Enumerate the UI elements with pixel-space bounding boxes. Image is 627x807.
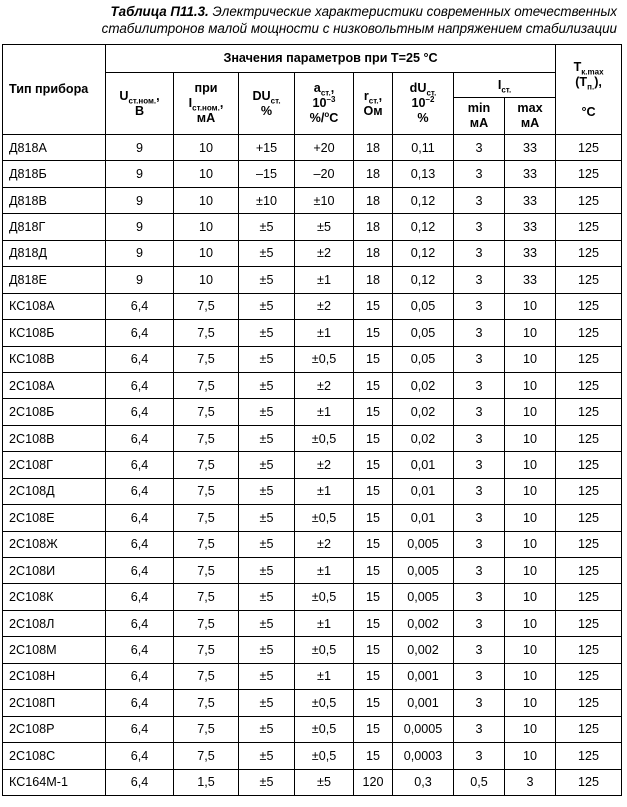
cell-a: ±5: [295, 214, 354, 240]
cell-u: 6,4: [106, 610, 174, 636]
cell-u: 6,4: [106, 663, 174, 689]
cell-i: 7,5: [174, 531, 239, 557]
cell-tk: 125: [556, 637, 622, 663]
header-du-st: $dU_{ст.}$ $10^{-2}$ %: [393, 73, 454, 135]
cell-name: 2С108Б: [3, 399, 106, 425]
cell-a: ±0,5: [295, 743, 354, 769]
cell-r: 15: [354, 505, 393, 531]
cell-du: ±5: [239, 267, 295, 293]
cell-a: ±1: [295, 663, 354, 689]
cell-du: ±5: [239, 293, 295, 319]
table-row: [3, 478, 622, 504]
cell-a: ±5: [295, 769, 354, 795]
cell-tk: 125: [556, 214, 622, 240]
cell-dust: 0,01: [393, 452, 454, 478]
table-row: [3, 320, 622, 346]
cell-u: 6,4: [106, 505, 174, 531]
cell-name: 2С108С: [3, 743, 106, 769]
cell-name: КС108В: [3, 346, 106, 372]
cell-dust: 0,0003: [393, 743, 454, 769]
cell-i: 7,5: [174, 690, 239, 716]
cell-i: 7,5: [174, 399, 239, 425]
cell-tk: 125: [556, 531, 622, 557]
header-r-st: $r_{ст.}$, Ом: [354, 73, 393, 135]
cell-u: 9: [106, 214, 174, 240]
cell-min: 3: [454, 293, 505, 319]
cell-tk: 125: [556, 769, 622, 795]
cell-i: 7,5: [174, 716, 239, 742]
cell-max: 10: [505, 320, 556, 346]
cell-r: 15: [354, 716, 393, 742]
cell-du: ±5: [239, 452, 295, 478]
cell-name: 2С108Е: [3, 505, 106, 531]
cell-tk: 125: [556, 505, 622, 531]
cell-max: 10: [505, 584, 556, 610]
cell-u: 6,4: [106, 637, 174, 663]
cell-max: 33: [505, 240, 556, 266]
table-row: [3, 425, 622, 451]
cell-max: 33: [505, 161, 556, 187]
cell-a: ±0,5: [295, 346, 354, 372]
header-i-stnom: при $I_{ст.ном.}$, мА: [174, 73, 239, 135]
cell-i: 7,5: [174, 663, 239, 689]
cell-du: ±5: [239, 584, 295, 610]
cell-tk: 125: [556, 610, 622, 636]
cell-i: 7,5: [174, 320, 239, 346]
cell-u: 9: [106, 240, 174, 266]
cell-tk: 125: [556, 320, 622, 346]
cell-min: 3: [454, 505, 505, 531]
table-row: [3, 584, 622, 610]
cell-r: 120: [354, 769, 393, 795]
header-u-stnom: $U_{ст.ном.}$, В: [106, 73, 174, 135]
cell-u: 9: [106, 267, 174, 293]
cell-a: ±0,5: [295, 505, 354, 531]
cell-du: +15: [239, 135, 295, 161]
cell-min: 3: [454, 478, 505, 504]
cell-min: 3: [454, 716, 505, 742]
cell-max: 10: [505, 425, 556, 451]
cell-u: 6,4: [106, 425, 174, 451]
cell-r: 15: [354, 690, 393, 716]
cell-dust: 0,001: [393, 663, 454, 689]
table-row: [3, 293, 622, 319]
cell-du: ±5: [239, 214, 295, 240]
cell-name: КС108А: [3, 293, 106, 319]
cell-name: 2С108А: [3, 372, 106, 398]
cell-du: ±5: [239, 320, 295, 346]
cell-du: ±5: [239, 531, 295, 557]
cell-dust: 0,0005: [393, 716, 454, 742]
cell-i: 7,5: [174, 346, 239, 372]
cell-u: 6,4: [106, 531, 174, 557]
zener-diode-table: [2, 44, 622, 796]
cell-du: ±5: [239, 240, 295, 266]
cell-du: ±5: [239, 372, 295, 398]
cell-du: ±5: [239, 610, 295, 636]
table-row: [3, 267, 622, 293]
cell-max: 10: [505, 452, 556, 478]
cell-r: 15: [354, 372, 393, 398]
cell-i: 7,5: [174, 743, 239, 769]
cell-i: 10: [174, 161, 239, 187]
cell-a: ±1: [295, 610, 354, 636]
cell-u: 9: [106, 161, 174, 187]
cell-i: 10: [174, 214, 239, 240]
cell-i: 7,5: [174, 425, 239, 451]
cell-name: Д818Д: [3, 240, 106, 266]
table-row: [3, 769, 622, 795]
table-row: [3, 637, 622, 663]
cell-du: ±5: [239, 690, 295, 716]
cell-max: 33: [505, 267, 556, 293]
cell-dust: 0,02: [393, 399, 454, 425]
cell-i: 7,5: [174, 505, 239, 531]
caption-label: Таблица П11.3.: [110, 4, 209, 19]
cell-i: 10: [174, 240, 239, 266]
cell-a: ±1: [295, 320, 354, 346]
cell-max: 10: [505, 663, 556, 689]
cell-u: 6,4: [106, 399, 174, 425]
cell-r: 18: [354, 267, 393, 293]
cell-min: 3: [454, 637, 505, 663]
cell-r: 18: [354, 240, 393, 266]
cell-a: ±0,5: [295, 425, 354, 451]
cell-dust: 0,01: [393, 505, 454, 531]
table-row: [3, 531, 622, 557]
cell-min: 3: [454, 346, 505, 372]
cell-min: 3: [454, 584, 505, 610]
cell-du: ±5: [239, 716, 295, 742]
cell-tk: 125: [556, 690, 622, 716]
cell-r: 18: [354, 214, 393, 240]
table-row: [3, 743, 622, 769]
cell-tk: 125: [556, 187, 622, 213]
cell-r: 15: [354, 399, 393, 425]
cell-a: ±1: [295, 399, 354, 425]
cell-i: 7,5: [174, 637, 239, 663]
cell-max: 10: [505, 478, 556, 504]
cell-min: 3: [454, 399, 505, 425]
table-row: [3, 346, 622, 372]
cell-du: ±5: [239, 425, 295, 451]
cell-a: ±0,5: [295, 690, 354, 716]
cell-min: 3: [454, 690, 505, 716]
cell-a: ±2: [295, 293, 354, 319]
cell-max: 10: [505, 743, 556, 769]
cell-dust: 0,002: [393, 610, 454, 636]
cell-tk: 125: [556, 663, 622, 689]
cell-dust: 0,12: [393, 214, 454, 240]
cell-a: +20: [295, 135, 354, 161]
table-body: [3, 135, 622, 796]
cell-tk: 125: [556, 558, 622, 584]
table-row: [3, 610, 622, 636]
cell-min: 3: [454, 531, 505, 557]
cell-dust: 0,05: [393, 346, 454, 372]
cell-max: 10: [505, 346, 556, 372]
cell-max: 10: [505, 531, 556, 557]
cell-name: КС108Б: [3, 320, 106, 346]
table-row: [3, 663, 622, 689]
cell-a: ±1: [295, 558, 354, 584]
cell-name: 2С108М: [3, 637, 106, 663]
cell-dust: 0,005: [393, 531, 454, 557]
cell-min: 3: [454, 452, 505, 478]
cell-name: Д818Е: [3, 267, 106, 293]
cell-du: ±5: [239, 743, 295, 769]
table-row: [3, 214, 622, 240]
cell-tk: 125: [556, 240, 622, 266]
cell-dust: 0,12: [393, 187, 454, 213]
cell-a: ±2: [295, 531, 354, 557]
cell-max: 10: [505, 399, 556, 425]
cell-dust: 0,05: [393, 293, 454, 319]
cell-i: 1,5: [174, 769, 239, 795]
caption-text: Электрические характеристики современных отечественных стабилитронов малой мощности с низковольтным напряжением стабилизации: [101, 4, 617, 36]
cell-dust: 0,13: [393, 161, 454, 187]
cell-u: 9: [106, 187, 174, 213]
cell-i: 7,5: [174, 558, 239, 584]
cell-a: ±2: [295, 372, 354, 398]
cell-i: 10: [174, 187, 239, 213]
cell-name: Д818Г: [3, 214, 106, 240]
table-row: [3, 372, 622, 398]
cell-i: 10: [174, 267, 239, 293]
cell-max: 10: [505, 637, 556, 663]
cell-max: 10: [505, 372, 556, 398]
cell-r: 15: [354, 293, 393, 319]
cell-du: ±5: [239, 637, 295, 663]
cell-u: 6,4: [106, 743, 174, 769]
cell-max: 33: [505, 214, 556, 240]
cell-u: 6,4: [106, 346, 174, 372]
cell-tk: 125: [556, 478, 622, 504]
cell-min: 3: [454, 267, 505, 293]
cell-du: ±5: [239, 346, 295, 372]
cell-tk: 125: [556, 135, 622, 161]
cell-min: 3: [454, 663, 505, 689]
cell-r: 15: [354, 584, 393, 610]
cell-du: ±5: [239, 558, 295, 584]
cell-tk: 125: [556, 716, 622, 742]
cell-r: 15: [354, 320, 393, 346]
cell-r: 15: [354, 425, 393, 451]
cell-i: 7,5: [174, 610, 239, 636]
cell-du: ±5: [239, 505, 295, 531]
cell-du: ±5: [239, 663, 295, 689]
cell-u: 6,4: [106, 769, 174, 795]
cell-dust: 0,002: [393, 637, 454, 663]
table-row: [3, 505, 622, 531]
cell-u: 6,4: [106, 558, 174, 584]
cell-min: 3: [454, 743, 505, 769]
cell-min: 3: [454, 372, 505, 398]
cell-name: КС164М-1: [3, 769, 106, 795]
cell-min: 3: [454, 425, 505, 451]
header-tk: $T_{к.max}$ $(T_{п.})$, °С: [556, 45, 622, 135]
cell-i: 7,5: [174, 293, 239, 319]
table-row: [3, 690, 622, 716]
cell-tk: 125: [556, 267, 622, 293]
cell-i: 7,5: [174, 478, 239, 504]
cell-u: 6,4: [106, 372, 174, 398]
cell-du: –15: [239, 161, 295, 187]
table-row: [3, 161, 622, 187]
cell-max: 33: [505, 187, 556, 213]
cell-r: 15: [354, 452, 393, 478]
cell-tk: 125: [556, 452, 622, 478]
cell-du: ±5: [239, 478, 295, 504]
cell-u: 6,4: [106, 452, 174, 478]
cell-name: 2С108Н: [3, 663, 106, 689]
cell-min: 3: [454, 240, 505, 266]
table-row: [3, 135, 622, 161]
cell-a: ±2: [295, 240, 354, 266]
cell-min: 3: [454, 214, 505, 240]
cell-min: 3: [454, 610, 505, 636]
cell-max: 33: [505, 135, 556, 161]
cell-min: 3: [454, 558, 505, 584]
cell-u: 6,4: [106, 320, 174, 346]
cell-a: ±0,5: [295, 716, 354, 742]
cell-r: 18: [354, 135, 393, 161]
cell-u: 6,4: [106, 478, 174, 504]
cell-min: 3: [454, 161, 505, 187]
cell-tk: 125: [556, 743, 622, 769]
cell-tk: 125: [556, 293, 622, 319]
cell-tk: 125: [556, 346, 622, 372]
cell-i: 7,5: [174, 452, 239, 478]
cell-a: –20: [295, 161, 354, 187]
cell-max: 10: [505, 505, 556, 531]
cell-du: ±5: [239, 769, 295, 795]
cell-i: 10: [174, 135, 239, 161]
cell-i: 7,5: [174, 584, 239, 610]
cell-tk: 125: [556, 425, 622, 451]
cell-tk: 125: [556, 372, 622, 398]
header-max: max мА: [505, 98, 556, 135]
cell-dust: 0,005: [393, 558, 454, 584]
cell-name: Д818Б: [3, 161, 106, 187]
cell-a: ±0,5: [295, 637, 354, 663]
table-row: [3, 240, 622, 266]
cell-name: 2С108Д: [3, 478, 106, 504]
cell-u: 6,4: [106, 584, 174, 610]
cell-dust: 0,02: [393, 425, 454, 451]
cell-r: 15: [354, 346, 393, 372]
cell-r: 18: [354, 161, 393, 187]
table-row: [3, 399, 622, 425]
cell-min: 3: [454, 135, 505, 161]
cell-name: 2С108В: [3, 425, 106, 451]
header-min: min мА: [454, 98, 505, 135]
cell-u: 6,4: [106, 716, 174, 742]
cell-dust: 0,12: [393, 267, 454, 293]
cell-name: 2С108Г: [3, 452, 106, 478]
cell-name: 2С108Р: [3, 716, 106, 742]
cell-name: Д818В: [3, 187, 106, 213]
cell-name: 2С108К: [3, 584, 106, 610]
cell-du: ±10: [239, 187, 295, 213]
header-du: $DU_{ст.}$ %: [239, 73, 295, 135]
table-row: [3, 452, 622, 478]
cell-r: 15: [354, 637, 393, 663]
cell-r: 15: [354, 478, 393, 504]
cell-min: 0,5: [454, 769, 505, 795]
cell-dust: 0,11: [393, 135, 454, 161]
cell-max: 10: [505, 716, 556, 742]
cell-min: 3: [454, 320, 505, 346]
table-caption: [6, 3, 617, 37]
cell-dust: 0,001: [393, 690, 454, 716]
table-row: [3, 558, 622, 584]
cell-tk: 125: [556, 584, 622, 610]
cell-max: 10: [505, 690, 556, 716]
cell-dust: 0,05: [393, 320, 454, 346]
cell-r: 15: [354, 531, 393, 557]
table-row: [3, 187, 622, 213]
cell-dust: 0,005: [393, 584, 454, 610]
cell-tk: 125: [556, 399, 622, 425]
cell-name: 2С108Ж: [3, 531, 106, 557]
cell-a: ±1: [295, 267, 354, 293]
cell-a: ±1: [295, 478, 354, 504]
cell-max: 10: [505, 293, 556, 319]
cell-dust: 0,12: [393, 240, 454, 266]
header-type: Тип прибора: [3, 45, 106, 135]
cell-r: 18: [354, 187, 393, 213]
cell-dust: 0,02: [393, 372, 454, 398]
cell-name: Д818А: [3, 135, 106, 161]
header-i-st: $I_{ст.}$: [454, 73, 556, 98]
cell-max: 10: [505, 610, 556, 636]
header-group: Значения параметров при Т=25 °С: [106, 45, 556, 73]
cell-min: 3: [454, 187, 505, 213]
cell-u: 9: [106, 135, 174, 161]
cell-r: 15: [354, 663, 393, 689]
header-a-st: $a_{ст.}$, $10^{-3}$ %/$^о$С: [295, 73, 354, 135]
cell-max: 3: [505, 769, 556, 795]
cell-r: 15: [354, 558, 393, 584]
cell-a: ±2: [295, 452, 354, 478]
cell-i: 7,5: [174, 372, 239, 398]
cell-tk: 125: [556, 161, 622, 187]
cell-max: 10: [505, 558, 556, 584]
cell-r: 15: [354, 610, 393, 636]
cell-dust: 0,01: [393, 478, 454, 504]
cell-name: 2С108Л: [3, 610, 106, 636]
cell-r: 15: [354, 743, 393, 769]
cell-a: ±0,5: [295, 584, 354, 610]
cell-name: 2С108П: [3, 690, 106, 716]
cell-u: 6,4: [106, 293, 174, 319]
table-row: [3, 716, 622, 742]
cell-u: 6,4: [106, 690, 174, 716]
cell-name: 2С108И: [3, 558, 106, 584]
cell-dust: 0,3: [393, 769, 454, 795]
cell-a: ±10: [295, 187, 354, 213]
cell-du: ±5: [239, 399, 295, 425]
